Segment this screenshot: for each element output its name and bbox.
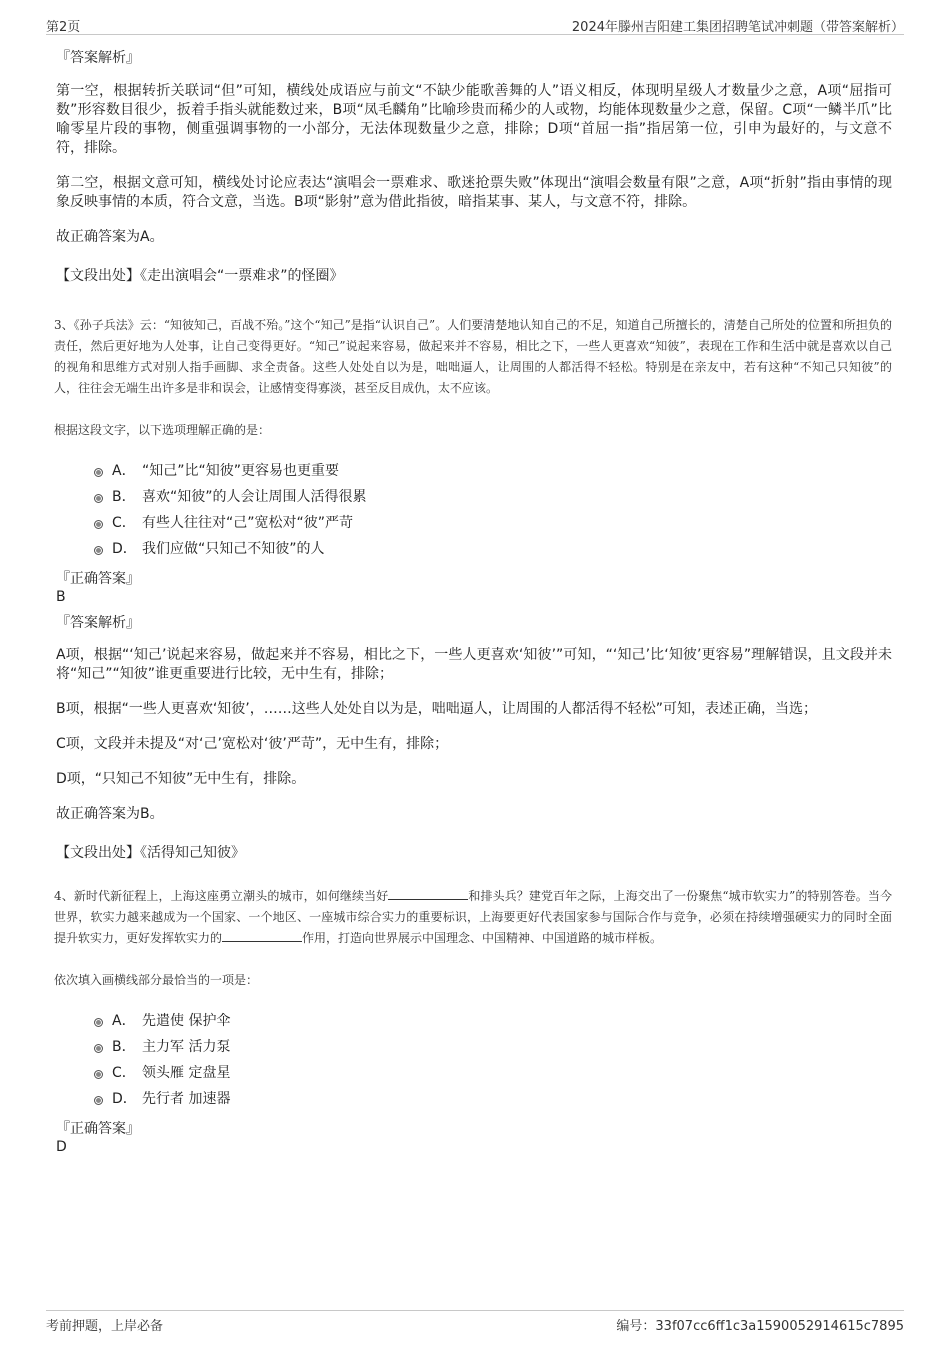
question-3-text: 3、《孙子兵法》云：“知彼知己，百战不殆。”这个“知己”是指“认识自己”。人们要清楚地认知自己的不足，知道自己所擅长的，清楚自己所处的位置和所担负的责任，然后更好地为人处事，让自己变得更好。“知己”说起来容易，做起来并不容易，相比之下，一些人更喜欢“知彼”，表现在工作和生活中就是喜欢以自己的视角和思维方式对别人指手画脚、求全责备。这些人处处自以为是，咄咄逼人，让周围的人都活得不轻松。特别是在亲友中，若有这种“不知己只知彼”的人，往往会无端生出许多是非和误会，让感情变得寡淡，甚至反目成仇，太不应该。	[54, 318, 892, 395]
q4-correct-answer: D	[56, 1139, 67, 1155]
question-4-options	[94, 1008, 892, 1112]
q2-analysis-para-1: 第一空，根据转折关联词“但”可知，横线处成语应与前文“不缺少能歌善舞的人”语义相反，体现明星级人才数量少之意，A项“屈指可数”形容数目很少，扳着手指头就能数过来，B项“凤毛麟角”比喻珍贵而稀少的人或物，均能体现数量少之意，保留。C项“一鳞半爪”比喻零星片段的事物，侧重强调事物的一小部分，无法体现数量少之意，排除；D项“首屈一指”指居第一位，引申为最好的，与文意不符，排除。	[56, 83, 892, 156]
question-4-text: 4、新时代新征程上，上海这座勇立潮头的城市，如何继续当好 和排头兵？建党百年之际，上海交出了一份聚焦“城市软实力”的特别答卷。当今世界，软实力越来越成为一个国家、一个地区、一座城市综合实力的重要标识，上海要更好代表国家参与国际合作与竞争，必须在持续增强硬实力的同时全面提升软实力，更好发挥软实力的 作用，打造向世界展示中国理念、中国精神、中国道路的城市样板。	[54, 889, 892, 945]
q3-analysis-a: A项，根据“‘知己’说起来容易，做起来并不容易，相比之下，一些人更喜欢‘知彼’”可知，“‘知己’比‘知彼’更容易”理解错误，且文段并未将“知己”“知彼”谁更重要进行比较，无中生有，排除；	[56, 647, 892, 682]
blank-1	[388, 887, 468, 900]
q3-analysis-d: D项，“只知己不知彼”无中生有，排除。	[56, 771, 306, 787]
option-3a[interactable]: A． “知己”比“知彼”更容易也更重要	[94, 458, 892, 484]
q3-correct-label: 『正确答案』	[56, 571, 140, 587]
q2-analysis-label: 『答案解析』	[56, 50, 140, 66]
page-header	[46, 14, 904, 35]
radio-icon[interactable]	[94, 468, 103, 477]
radio-icon[interactable]	[94, 1018, 103, 1027]
q3-source: 【文段出处】《活得知己知彼》	[56, 845, 245, 861]
radio-icon[interactable]	[94, 1070, 103, 1079]
document-title: 2024年滕州吉阳建工集团招聘笔试冲刺题（带答案解析）	[571, 20, 904, 35]
option-3b[interactable]: B． 喜欢“知彼”的人会让周围人活得很累	[94, 484, 892, 510]
radio-icon[interactable]	[94, 546, 103, 555]
radio-icon[interactable]	[94, 1044, 103, 1053]
q3-analysis-c: C项，文段并未提及“对‘己’宽松对‘彼’严苛”，无中生有，排除；	[56, 736, 449, 752]
option-3c[interactable]: C． 有些人往往对“己”宽松对“彼”严苛	[94, 510, 892, 536]
radio-icon[interactable]	[94, 494, 103, 503]
q3-analysis-b: B项，根据“一些人更喜欢‘知彼’，……这些人处处自以为是，咄咄逼人，让周围的人都活得不轻松”可知，表述正确，当选；	[56, 701, 818, 717]
q2-conclusion: 故正确答案为A。	[56, 229, 164, 245]
document-id: 编号：33f07cc6ff1c3a1590052914615c7895	[616, 1319, 904, 1334]
radio-icon[interactable]	[94, 1096, 103, 1105]
q2-analysis-para-2: 第二空，根据文意可知，横线处讨论应表达“演唱会一票难求、歌迷抢票失败”体现出“演唱会数量有限”之意，A项“折射”指由事情的现象反映事情的本质，符合文意，当选。B项“影射”意为借此指彼，暗指某事、某人，与文意不符，排除。	[56, 175, 892, 210]
option-3d[interactable]: D． 我们应做“只知己不知彼”的人	[94, 536, 892, 562]
q3-correct-answer: B	[56, 589, 66, 605]
q3-analysis-label: 『答案解析』	[56, 615, 140, 631]
blank-2	[222, 929, 302, 942]
option-4c[interactable]: C． 领头雁 定盘星	[94, 1060, 892, 1086]
option-4b[interactable]: B． 主力军 活力泵	[94, 1034, 892, 1060]
radio-icon[interactable]	[94, 520, 103, 529]
page-number: 第2页	[46, 20, 81, 35]
footer-slogan: 考前押题，上岸必备	[46, 1319, 164, 1334]
option-4a[interactable]: A． 先遣使 保护伞	[94, 1008, 892, 1034]
q4-correct-label: 『正确答案』	[56, 1121, 140, 1137]
question-4-stem: 依次填入画横线部分最恰当的一项是：	[54, 973, 259, 987]
question-3-stem: 根据这段文字，以下选项理解正确的是：	[54, 423, 271, 437]
q3-conclusion: 故正确答案为B。	[56, 806, 164, 822]
question-3-options	[94, 458, 892, 562]
page-content	[56, 42, 892, 1156]
q2-source: 【文段出处】《走出演唱会“一票难求”的怪圈》	[56, 268, 344, 284]
option-4d[interactable]: D． 先行者 加速器	[94, 1086, 892, 1112]
page-footer	[46, 1310, 904, 1335]
